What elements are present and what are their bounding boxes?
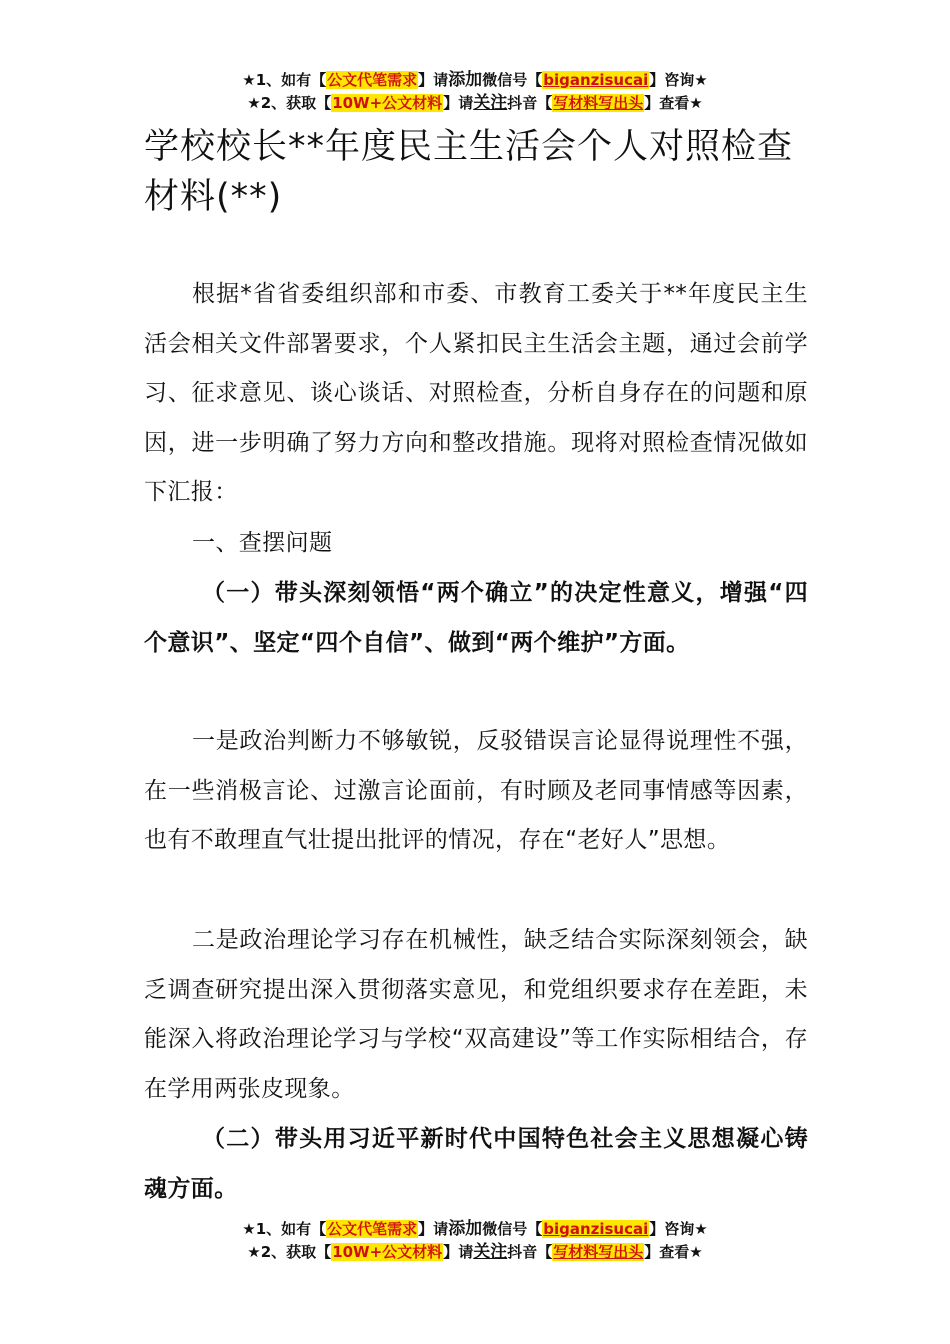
banner-text: 抖音【 <box>507 94 553 112</box>
paragraph-item-2: 二是政治理论学习存在机械性，缺乏结合实际深刻领会，缺乏调查研究提出深入贯彻落实意见，和党组织要求存在差距，未能深入将政治理论学习与学校“双高建设”等工作实际相结合，存在学用两张皮现象。 <box>144 927 808 1102</box>
banner-text: ★2、获取【 <box>247 94 332 112</box>
banner-text: 】请 <box>443 94 474 112</box>
banner-text: ★1、如有【 <box>242 1220 327 1238</box>
banner-emphasis: 关注 <box>473 93 508 113</box>
banner-text: 】咨询★ <box>649 1220 708 1238</box>
highlight-materials: 10W+公文材料 <box>332 1243 443 1261</box>
highlight-materials: 10W+公文材料 <box>332 94 443 112</box>
highlight-service: 公文代笔需求 <box>327 71 418 89</box>
paragraph-item-1: 一是政治判断力不够敏锐，反驳错误言论显得说理性不强，在一些消极言论、过激言论面前，有时顾及老同事情感等因素，也有不敢理直气壮提出批评的情况，存在“老好人”思想。 <box>144 728 808 853</box>
banner-text: 微信号【 <box>482 71 543 89</box>
highlight-service: 公文代笔需求 <box>327 1220 418 1238</box>
banner-text: ★1、如有【 <box>242 71 327 89</box>
wechat-id-link[interactable]: biganzisucai <box>543 1220 649 1238</box>
banner-text: 抖音【 <box>507 1243 553 1261</box>
banner-text: 】请 <box>418 1220 449 1238</box>
douyin-account-link[interactable]: 写材料写出头 <box>553 94 644 112</box>
banner-text: 】查看★ <box>644 1243 703 1261</box>
douyin-account-link[interactable]: 写材料写出头 <box>553 1243 644 1261</box>
banner-line-2 <box>0 92 950 115</box>
wechat-id-link[interactable]: biganzisucai <box>543 71 649 89</box>
header-banner <box>0 69 950 115</box>
banner-line-2 <box>0 1241 950 1264</box>
banner-text: 】查看★ <box>644 94 703 112</box>
banner-text: 】咨询★ <box>649 71 708 89</box>
banner-line-1 <box>0 69 950 92</box>
paragraph-intro: 根据*省省委组织部和市委、市教育工委关于**年度民主生活会相关文件部署要求，个人紧扣民主生活会主题，通过会前学习、征求意见、谈心谈话、对照检查，分析自身存在的问题和原因，进一步明确了努力方向和整改措施。现将对照检查情况做如下汇报： <box>144 281 808 505</box>
subsection-heading-1: （一）带头深刻领悟“两个确立”的决定性意义，增强“四个意识”、坚定“四个自信”、做到“两个维护”方面。 <box>144 580 808 656</box>
banner-emphasis: 添加 <box>448 1219 483 1239</box>
banner-text: 微信号【 <box>482 1220 543 1238</box>
banner-text: 】请 <box>443 1243 474 1261</box>
banner-text: 】请 <box>418 71 449 89</box>
banner-text: ★2、获取【 <box>247 1243 332 1261</box>
banner-emphasis: 关注 <box>473 1242 508 1262</box>
section-heading: 一、查摆问题 <box>192 530 333 556</box>
subsection-heading-2: （二）带头用习近平新时代中国特色社会主义思想凝心铸魂方面。 <box>144 1126 808 1202</box>
banner-line-1 <box>0 1218 950 1241</box>
footer-banner <box>0 1218 950 1264</box>
banner-emphasis: 添加 <box>448 70 483 90</box>
document-title: 学校校长**年度民主生活会个人对照检查材料(**) <box>144 127 794 217</box>
